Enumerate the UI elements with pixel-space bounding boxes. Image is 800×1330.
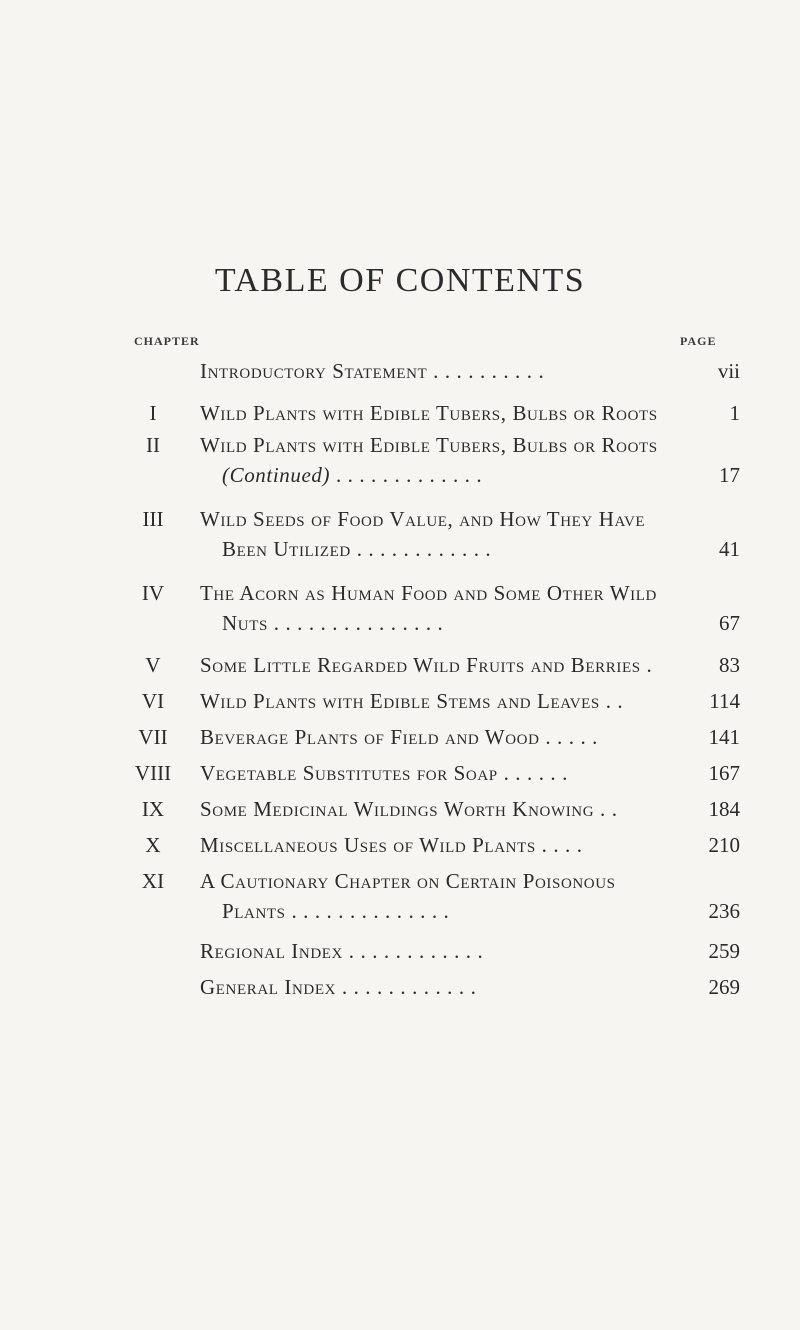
chapter-number: VIII xyxy=(134,761,172,785)
toc-entry-page: 1 xyxy=(729,401,740,425)
toc-entry-page: 210 xyxy=(708,833,740,857)
chapter-number: IV xyxy=(141,581,165,605)
toc-entry-title: Wild Plants with Edible Stems and Leaves . . xyxy=(200,689,624,713)
chapter-number: II xyxy=(146,433,160,457)
toc-entry-title: Introductory Statement . . . . . . . . . . xyxy=(200,359,545,383)
chapter-number: X xyxy=(145,833,161,857)
chapter-number: VII xyxy=(138,725,168,749)
toc-entry-title: The Acorn as Human Food and Some Other Wild xyxy=(200,581,657,605)
toc-entry-title: Regional Index . . . . . . . . . . . . xyxy=(200,939,484,963)
toc-entry-title: Some Medicinal Wildings Worth Knowing . . xyxy=(200,797,618,821)
toc-entry-title: Wild Seeds of Food Value, and How They Have xyxy=(200,507,646,531)
toc-entry-title-continued: Been Utilized . . . . . . . . . . . . xyxy=(222,537,492,561)
chapter-number: IX xyxy=(141,797,165,821)
toc-entry-title: A Cautionary Chapter on Certain Poisonous xyxy=(200,869,616,893)
toc-entry-title: Some Little Regarded Wild Fruits and Berries . xyxy=(200,653,653,677)
chapter-number: XI xyxy=(141,869,165,893)
chapter-column-header: CHAPTER xyxy=(134,334,200,348)
chapter-number: VI xyxy=(141,689,165,713)
toc-entry-title: Wild Plants with Edible Tubers, Bulbs or Roots xyxy=(200,433,658,457)
toc-entry-page: 41 xyxy=(719,537,740,561)
leader-dots: . . . . . . . . . . . . . xyxy=(330,463,483,487)
toc-entry-title: Miscellaneous Uses of Wild Plants . . . . xyxy=(200,833,583,857)
toc-entry-title-continued xyxy=(222,460,482,490)
toc-entry-page: 259 xyxy=(708,939,740,963)
chapter-number: V xyxy=(145,653,161,677)
toc-entry-page: 67 xyxy=(719,611,740,635)
continued-label: (Continued) xyxy=(222,463,331,487)
toc-entry-page: 141 xyxy=(708,725,740,749)
toc-entry-page: 184 xyxy=(708,797,740,821)
toc-entry-page: 236 xyxy=(708,899,740,923)
page-column-header: PAGE xyxy=(680,334,717,348)
toc-entry-title: General Index . . . . . . . . . . . . xyxy=(200,975,477,999)
toc-entry-page: 114 xyxy=(709,689,740,713)
chapter-number: I xyxy=(149,401,157,425)
toc-entry-page: 17 xyxy=(719,463,740,487)
toc-entry-title: Wild Plants with Edible Tubers, Bulbs or Roots xyxy=(200,401,658,425)
toc-entry-page: 269 xyxy=(708,975,740,999)
toc-entry-page: vii xyxy=(717,359,740,383)
toc-entry-title: Beverage Plants of Field and Wood . . . . . xyxy=(200,725,599,749)
toc-entry-page: 83 xyxy=(719,653,740,677)
toc-entry-title: Vegetable Substitutes for Soap . . . . . . xyxy=(200,761,568,785)
chapter-number: III xyxy=(142,507,164,531)
page-title: TABLE OF CONTENTS xyxy=(214,262,586,299)
toc-entry-title-continued: Nuts . . . . . . . . . . . . . . . xyxy=(222,611,444,635)
toc-entry-page: 167 xyxy=(708,761,740,785)
toc-entry-title-continued: Plants . . . . . . . . . . . . . . xyxy=(222,899,450,923)
